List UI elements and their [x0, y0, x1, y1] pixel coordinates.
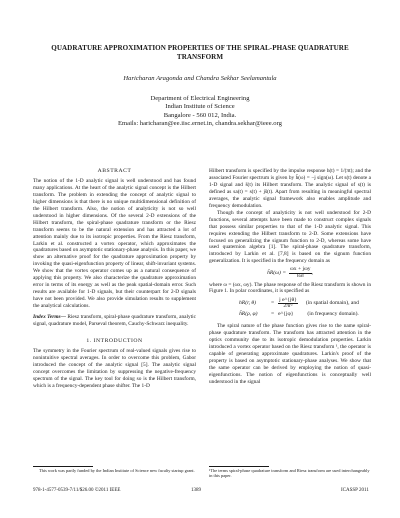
eq2-lhs: hR(r, θ)	[239, 300, 257, 307]
paper-authors: Haricharan Aragonda and Chandra Sekhar Seelamantula	[123, 75, 277, 82]
equation-spatial	[239, 298, 371, 309]
eq2-equals: =	[271, 300, 275, 307]
introduction-body: The symmetry in the Fourier spectrum of real-valued signals gives rise to nonintuitive spectral averages. In order to overcome this problem, Gabor introduced the concept of the analytic signal [5]. The analytic signal concept overcomes the limitation by suppressing the negative-frequency spectrum of the signal. The key tool for doing so is the Hilbert transform, which is a frequency-dependent phase shifter. The 1-D	[33, 347, 196, 389]
eq3-rhs: e^{jφ}	[278, 311, 294, 318]
eq1-numerator: ωx + jωy	[290, 266, 311, 273]
extension-paragraph: Though the concept of analyticity is not well understood for 2-D functions, several attempts have been made to construct complex signals that possess similar properties to that of the 1-D analytic signal. This requires extending the Hilbert transform to 2-D. Some extensions have focused on generalizing the signum function to 2-D, whereas some have used quaternion algebra [1]. The spiral-phase quadrature transform, introduced by Larkin et al. [7,8] is based on the signum function generalization. It is specified in the frequency domain as	[209, 209, 371, 265]
equation-polar-block	[239, 298, 371, 320]
eq3-equals: =	[271, 311, 275, 318]
eq1-denominator: ‖ω‖	[296, 272, 304, 279]
title-line-1: QUADRATURE APPROXIMATION PROPERTIES OF THE SPIRAL-PHASE QUADRATURE	[51, 44, 349, 52]
footer-venue: ICASSP 2011	[341, 488, 369, 493]
introduction-heading: 1. INTRODUCTION	[86, 337, 143, 344]
right-footnote: ¹The terms spiral-phase quadrature transform and Riesz transform are used interchangeably in this paper.	[209, 468, 370, 479]
equation-frequency	[239, 309, 371, 320]
left-footnote-rule	[33, 466, 93, 467]
abstract-heading: ABSTRACT	[97, 168, 132, 174]
eq3-note: (in frequency domain).	[307, 311, 359, 318]
left-column	[33, 168, 196, 390]
abstract-body: The notion of the 1-D analytic signal is well understood and has found many applications. At the heart of the analytic signal concept is the Hilbert transform. The problem in extending the concept of analytic signal to higher dimensions is that there is no unique multidimensional definition of the Hilbert transform. Also, the notion of analyticity is not so well understood in higher dimensions. Of the several 2-D extensions of the Hilbert transform, the spiral-phase quadrature transform or the Riesz transform seems to be the natural extension and has attracted a lot of attention mainly due to its isotropic properties. From the Riesz transform, Larkin et al. constructed a vortex operator, which approximates the quadratures based on asymptotic stationary-phase analysis. In this paper, we show an alternative proof for the quadrature approximation property by invoking the quasi-eigenfunction property of linear, shift-invariant systems. We show that the vortex operator comes up as a natural consequence of applying this property. We also characterize the quadrature approximation error in terms of its energy as well as the peak spatial-domain error. Such results are available for 1-D signals, but their counterpart for 2-D signals have not been provided. We also provide simulation results to supplement the analytical calculations.	[33, 177, 196, 310]
eq2-fraction	[278, 298, 298, 310]
eq1-fraction	[289, 267, 311, 279]
affiliation-institute: Indian Institute of Science	[165, 103, 235, 111]
right-footnote-rule	[209, 466, 269, 467]
title-line-2: TRANSFORM	[176, 53, 224, 61]
polar-paragraph: where ω = (ωx, ωy). The phase response of the Riesz transform is shown in Figure 1. In polar coordinates, it is specified as	[209, 281, 371, 295]
affiliation-department: Department of Electrical Engineering	[150, 95, 250, 102]
eq2-numerator: j e^{jθ}	[279, 296, 297, 303]
paper-title	[20, 44, 380, 62]
eq1-lhs: ĥR(ω) =	[267, 269, 287, 276]
footer-isbn: 978-1-4577-0539-7/11/$26.00 ©2011 IEEE	[33, 488, 121, 493]
affiliation-emails: Emails: haricharan@ee.iisc.ernet.in, chandra.sekhar@ieee.org	[118, 119, 282, 127]
index-terms-text: Riesz transform, spiral-phase quadrature transform, analytic signal, quadrature model, Parseval theorem, Cauchy-Schwarz inequality.	[33, 314, 196, 328]
equation-riesz-frequency	[209, 267, 371, 279]
left-footnote: This work was partly funded by the Indian Institute of Science new faculty startup grant.	[39, 468, 195, 473]
eq2-denominator: 2πr²	[283, 303, 293, 310]
eq3-lhs: ĥR(ρ, φ)	[239, 311, 258, 318]
eq2-note: (in spatial domain), and	[305, 300, 359, 307]
hilbert-paragraph: Hilbert transform is specified by the impulse response h(t) = 1/(πt); and the associated Fourier spectrum is given by ĥ(ω) = −j sign(ω). Let s(t) denote a 1-D signal and š(t) its Hilbert transform. The analytic signal of s(t) is defined as sa(t) = s(t) + jš(t). Apart from resulting in meaningful spectral averages, the analytic signal framework also enables amplitude and frequency demodulation.	[209, 168, 371, 209]
index-terms-label: Index Terms—	[33, 314, 66, 321]
affiliation-city: Bangalore - 560 012, India.	[163, 111, 237, 119]
eq1-tail: ,	[311, 269, 313, 276]
spiral-paragraph: The spiral nature of the phase function gives rise to the name spiral-phase quadrature transform. The transform has attracted attention in the optics community due to its isotropic demodulation properties. Larkin introduced a vortex operator based on the Riesz transform ¹, the operator is capable of generating approximate quadratures. Larkin's proof of the property is based on asymptotic stationary-phase analyses. We show that the same operator can be derived by employing the notion of quasi-eigenfunctions. The notion of eigenfunctions is conceptually well understood in the signal	[209, 323, 371, 386]
footer-page-number: 1389	[191, 488, 201, 493]
affiliation-block	[20, 95, 380, 128]
index-terms	[33, 314, 196, 328]
right-column	[209, 168, 371, 386]
